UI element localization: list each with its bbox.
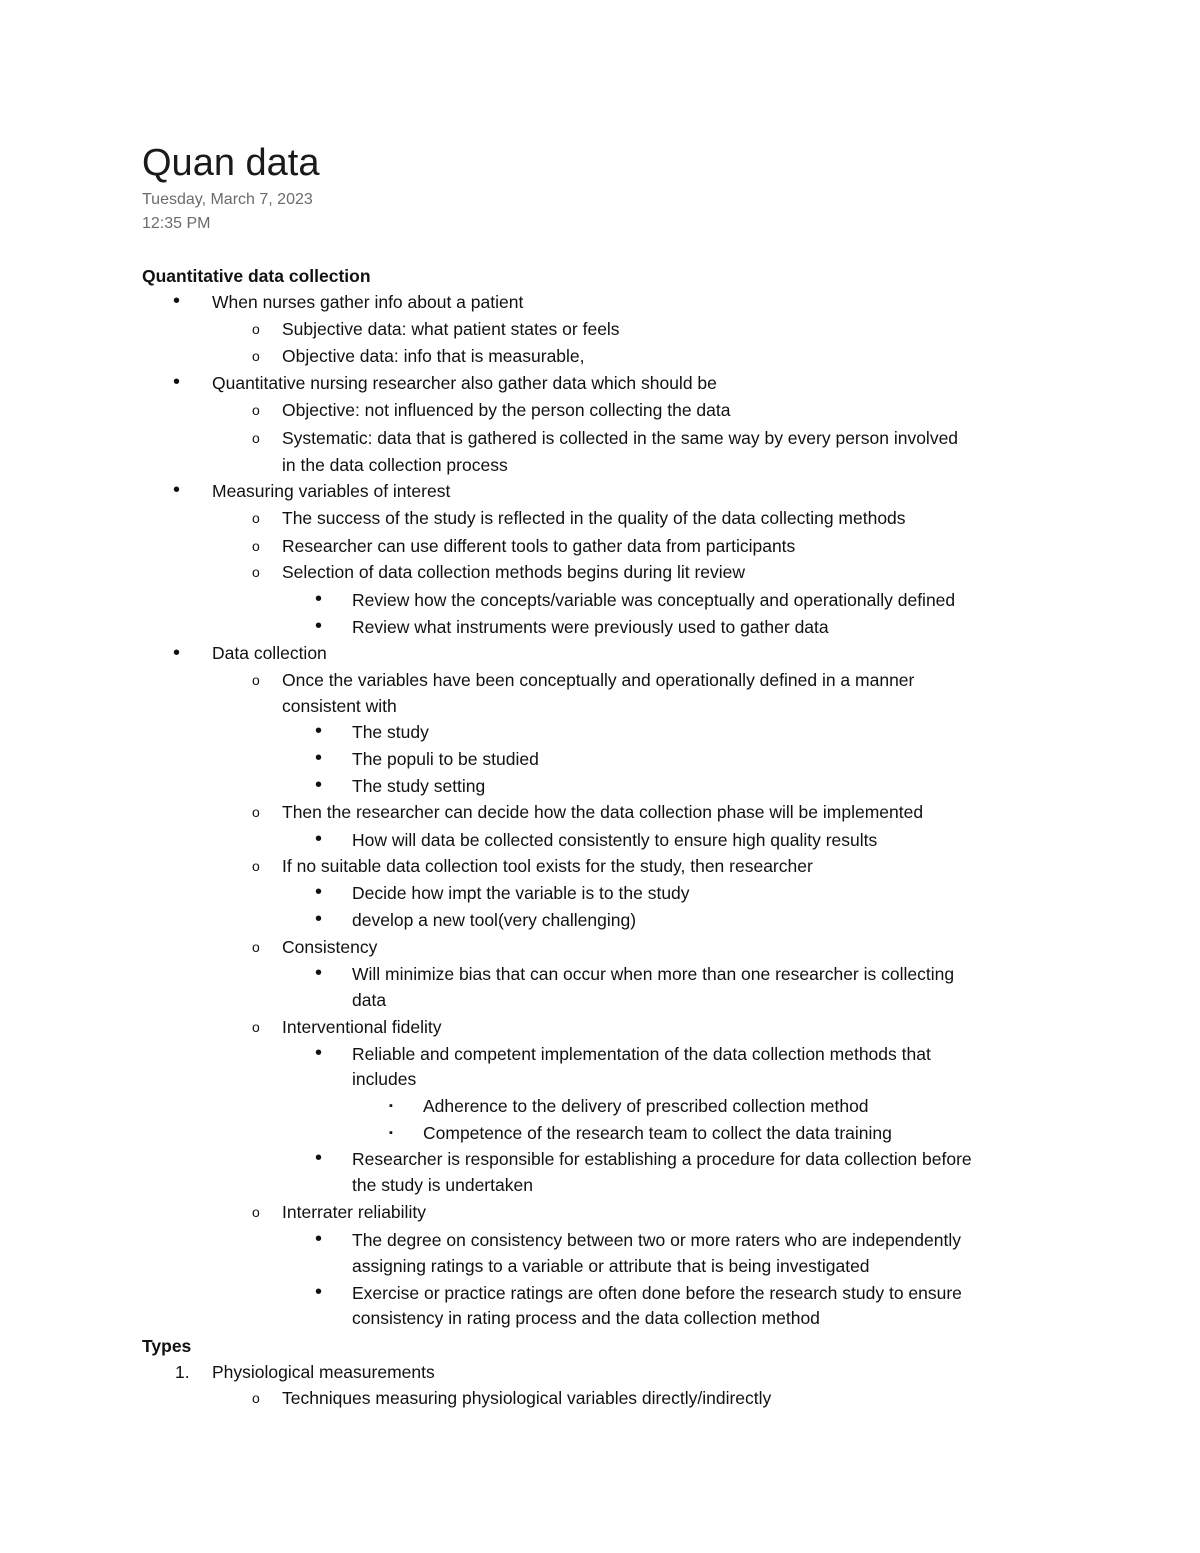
list-item-continuation: assigning ratings to a variable or attribute that is being investigated <box>352 1256 870 1276</box>
bullet-circle-icon: o <box>252 672 260 688</box>
list-item-continuation: includes <box>352 1069 417 1089</box>
list-number: 1. <box>175 1362 190 1382</box>
list-item: Objective: not influenced by the person collecting the data <box>282 400 731 420</box>
bullet-disc-icon: • <box>315 1042 323 1064</box>
page-title: Quan data <box>142 142 320 184</box>
bullet-disc-icon: • <box>315 747 323 769</box>
list-item: Review how the concepts/variable was conceptually and operationally defined <box>352 590 956 610</box>
list-item: Systematic: data that is gathered is collected in the same way by every person involved <box>282 428 959 448</box>
bullet-disc-icon: • <box>315 615 323 637</box>
list-item: Adherence to the delivery of prescribed collection method <box>423 1096 869 1116</box>
list-item: Competence of the research team to collect the data training <box>423 1123 892 1143</box>
list-item: Quantitative nursing researcher also gather data which should be <box>212 373 717 393</box>
list-item: Measuring variables of interest <box>212 481 451 501</box>
list-item: Exercise or practice ratings are often done before the research study to ensure <box>352 1283 962 1303</box>
bullet-circle-icon: o <box>252 430 260 446</box>
list-item: develop a new tool(very challenging) <box>352 910 637 930</box>
list-item: Selection of data collection methods begins during lit review <box>282 562 746 582</box>
list-item: The degree on consistency between two or more raters who are independently <box>352 1230 961 1250</box>
list-item: Data collection <box>212 643 327 663</box>
bullet-circle-icon: o <box>252 321 260 337</box>
bullet-circle-icon: o <box>252 1019 260 1035</box>
section-heading-quantitative: Quantitative data collection <box>142 266 371 286</box>
bullet-disc-icon: • <box>315 881 323 903</box>
bullet-disc-icon: • <box>315 1147 323 1169</box>
bullet-square-icon: ▪ <box>389 1100 393 1112</box>
list-item: Reliable and competent implementation of the data collection methods that <box>352 1044 931 1064</box>
bullet-circle-icon: o <box>252 1390 260 1406</box>
list-item: How will data be collected consistently to ensure high quality results <box>352 830 878 850</box>
bullet-disc-icon: • <box>315 908 323 930</box>
list-item: Will minimize bias that can occur when more than one researcher is collecting <box>352 964 955 984</box>
list-item: Interventional fidelity <box>282 1017 442 1037</box>
list-item: Subjective data: what patient states or feels <box>282 319 620 339</box>
bullet-circle-icon: o <box>252 402 260 418</box>
bullet-disc-icon: • <box>315 1281 323 1303</box>
list-item: Objective data: info that is measurable, <box>282 346 585 366</box>
bullet-circle-icon: o <box>252 858 260 874</box>
note-date: Tuesday, March 7, 2023 <box>142 191 313 208</box>
list-item: The populi to be studied <box>352 749 539 769</box>
list-item-continuation: consistent with <box>282 696 397 716</box>
bullet-disc-icon: • <box>315 720 323 742</box>
list-item-continuation: consistency in rating process and the data collection method <box>352 1308 820 1328</box>
bullet-circle-icon: o <box>252 939 260 955</box>
bullet-disc-icon: • <box>315 1228 323 1250</box>
bullet-disc-icon: • <box>173 290 181 312</box>
list-item: The success of the study is reflected in the quality of the data collecting methods <box>282 508 906 528</box>
list-item: Interrater reliability <box>282 1202 426 1222</box>
bullet-circle-icon: o <box>252 538 260 554</box>
list-item: Decide how impt the variable is to the study <box>352 883 690 903</box>
list-item: When nurses gather info about a patient <box>212 292 524 312</box>
bullet-disc-icon: • <box>173 479 181 501</box>
list-item: The study <box>352 722 429 742</box>
bullet-disc-icon: • <box>315 962 323 984</box>
list-item-continuation: in the data collection process <box>282 455 508 475</box>
list-item-continuation: the study is undertaken <box>352 1175 533 1195</box>
bullet-circle-icon: o <box>252 348 260 364</box>
bullet-disc-icon: • <box>173 371 181 393</box>
list-item: Review what instruments were previously used to gather data <box>352 617 829 637</box>
list-item: If no suitable data collection tool exists for the study, then researcher <box>282 856 813 876</box>
bullet-square-icon: ▪ <box>389 1127 393 1139</box>
list-item: Researcher is responsible for establishing a procedure for data collection before <box>352 1149 972 1169</box>
bullet-circle-icon: o <box>252 804 260 820</box>
bullet-disc-icon: • <box>315 828 323 850</box>
list-item: Consistency <box>282 937 378 957</box>
list-item: Techniques measuring physiological variables directly/indirectly <box>282 1388 772 1408</box>
list-item: Then the researcher can decide how the data collection phase will be implemented <box>282 802 924 822</box>
bullet-circle-icon: o <box>252 510 260 526</box>
section-heading-types: Types <box>142 1336 192 1356</box>
note-time: 12:35 PM <box>142 215 211 232</box>
list-item: Physiological measurements <box>212 1362 435 1382</box>
bullet-circle-icon: o <box>252 1204 260 1220</box>
bullet-disc-icon: • <box>315 774 323 796</box>
bullet-circle-icon: o <box>252 564 260 580</box>
bullet-disc-icon: • <box>173 642 181 664</box>
list-item: The study setting <box>352 776 486 796</box>
bullet-disc-icon: • <box>315 588 323 610</box>
list-item: Once the variables have been conceptually and operationally defined in a manner <box>282 670 915 690</box>
list-item: Researcher can use different tools to gather data from participants <box>282 536 796 556</box>
list-item-continuation: data <box>352 990 387 1010</box>
